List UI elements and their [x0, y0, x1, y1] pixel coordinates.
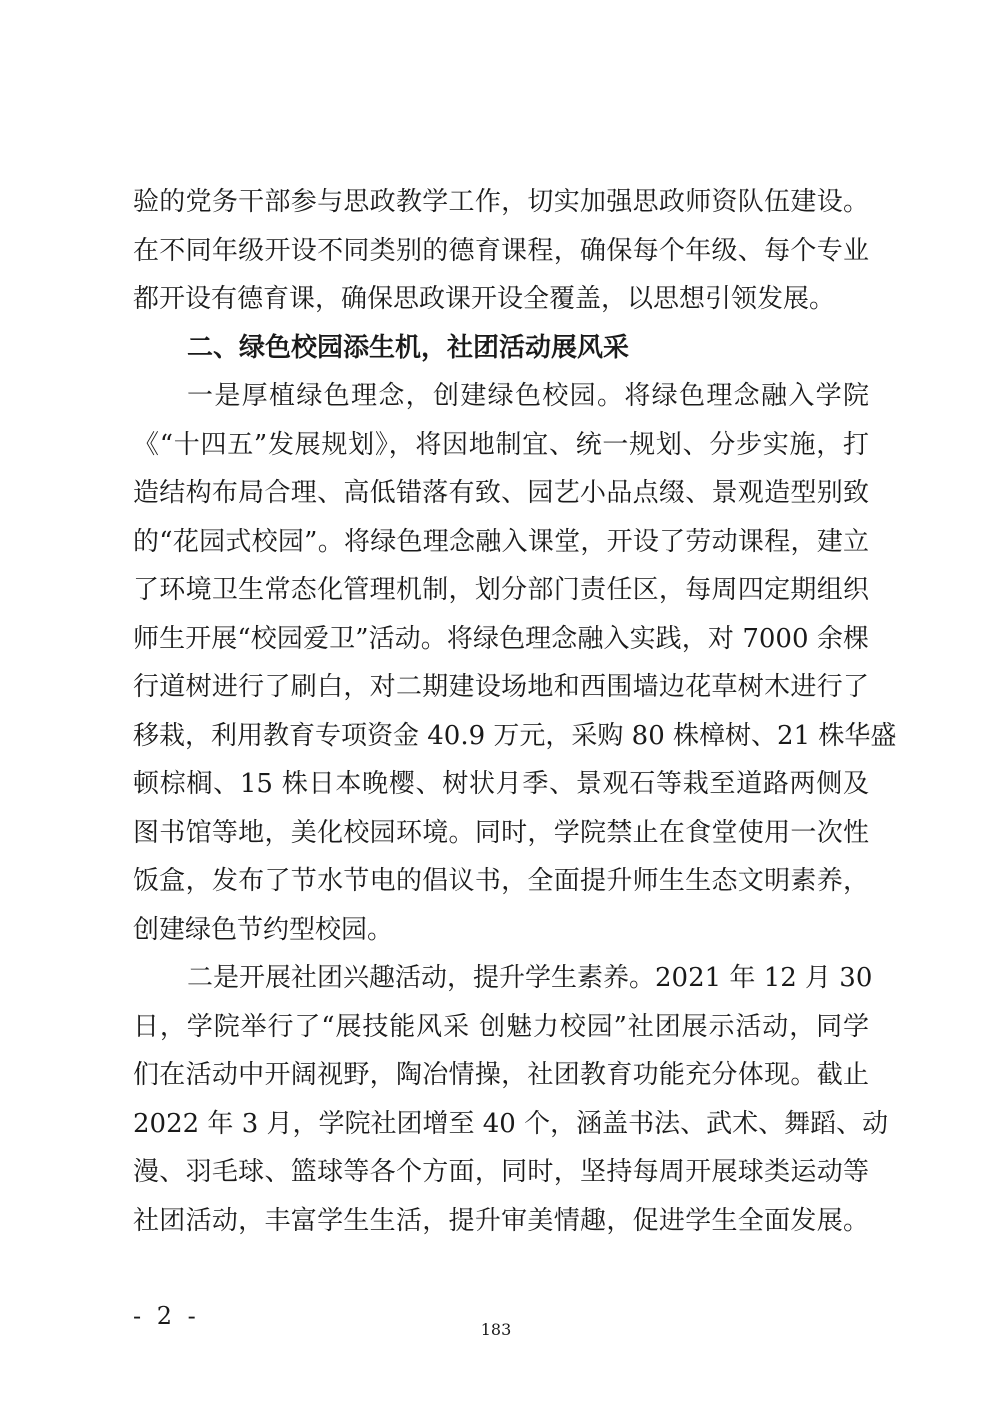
text-line: 漫、羽毛球、篮球等各个方面，同时，坚持每周开展球类运动等: [133, 1157, 869, 1187]
text-line: 日，学院举行了“展技能风采 创魅力校园”社团展示活动，同学: [133, 1011, 869, 1042]
footer-number: 183: [480, 1320, 512, 1339]
text-line: 都开设有德育课，确保思政课开设全覆盖，以思想引领发展。: [133, 284, 836, 314]
paragraph-intro: [133, 178, 869, 324]
text-line: 了环境卫生常态化管理机制，划分部门责任区，每周四定期组织: [133, 575, 869, 605]
text-line: 师生开展“校园爱卫”活动。将绿色理念融入实践，对 7000 余棵: [133, 623, 869, 654]
text-line: 二是开展社团兴趣活动，提升学生素养。2021 年 12 月 30: [187, 963, 873, 993]
paragraph-clubs: [133, 954, 889, 1245]
text-line: 的“花园式校园”。将绿色理念融入课堂，开设了劳动课程，建立: [133, 526, 869, 557]
text-line: 在不同年级开设不同类别的德育课程，确保每个年级、每个专业: [133, 235, 869, 266]
text-line: 们在活动中开阔视野，陶冶情操，社团教育功能充分体现。截止: [133, 1060, 869, 1090]
text-line: 造结构布局合理、高低错落有致、园艺小品点缀、景观造型别致: [133, 478, 869, 508]
text-line: 《“十四五”发展规划》，将因地制宜、统一规划、分步实施，打: [133, 429, 869, 460]
text-line: 顿棕榈、15 株日本晚樱、树状月季、景观石等栽至道路两侧及: [133, 769, 869, 799]
text-line: 验的党务干部参与思政教学工作，切实加强思政师资队伍建设。: [133, 187, 869, 217]
text-line: 图书馆等地，美化校园环境。同时，学院禁止在食堂使用一次性: [133, 817, 869, 848]
text-line: 一是厚植绿色理念，创建绿色校园。将绿色理念融入学院: [187, 381, 869, 411]
section-heading: 二、绿色校园添生机，社团活动展风采: [187, 332, 630, 363]
text-line: 行道树进行了刷白，对二期建设场地和西围墙边花草树木进行了: [133, 672, 869, 702]
paragraph-green-campus: [133, 372, 897, 954]
page-number: - 2 -: [133, 1302, 200, 1330]
text-line: 创建绿色节约型校园。: [133, 914, 394, 945]
document-body: [133, 178, 897, 1245]
text-line: 社团活动，丰富学生生活，提升审美情趣，促进学生全面发展。: [133, 1205, 869, 1236]
text-line: 2022 年 3 月，学院社团增至 40 个，涵盖书法、武术、舞蹈、动: [133, 1108, 889, 1139]
text-line: 移栽，利用教育专项资金 40.9 万元，采购 80 株樟树、21 株华盛: [133, 720, 897, 751]
text-line: 饭盒，发布了节水节电的倡议书，全面提升师生生态文明素养，: [133, 866, 869, 896]
